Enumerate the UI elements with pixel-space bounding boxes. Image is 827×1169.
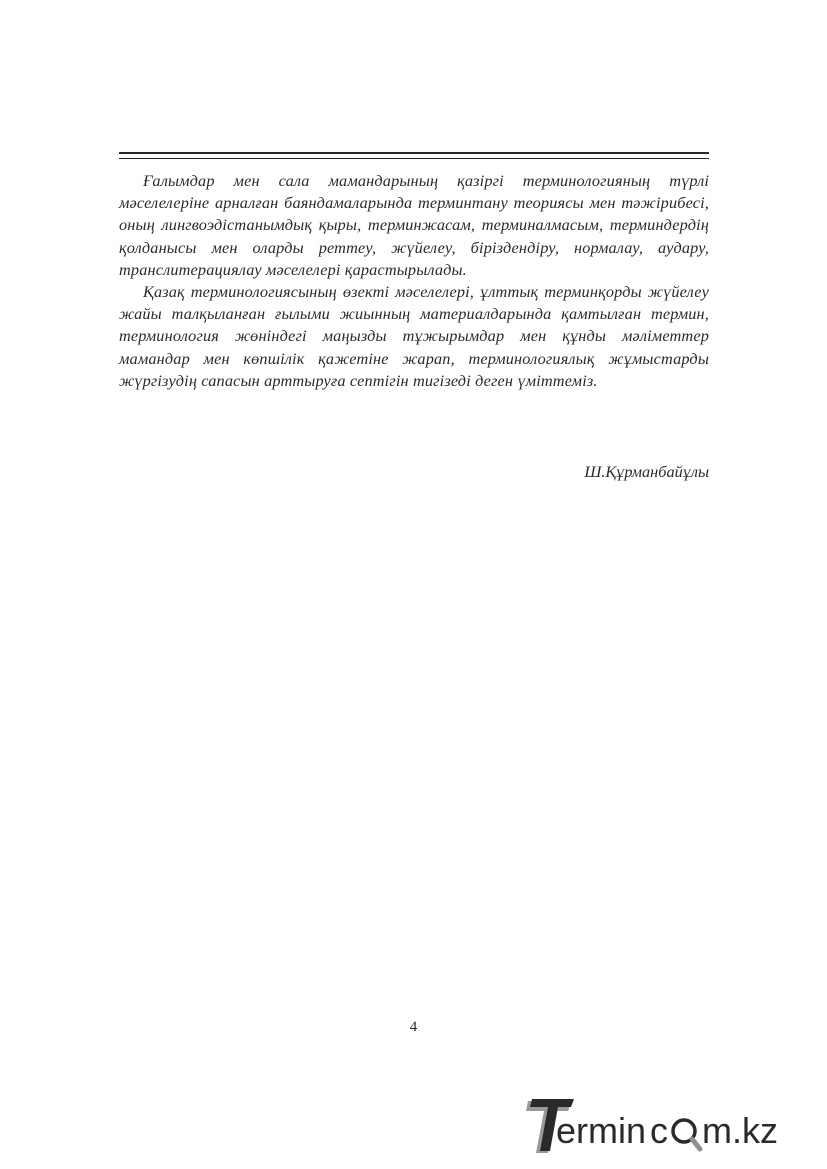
body-text bbox=[119, 170, 709, 392]
svg-text:ermin: ermin bbox=[556, 1110, 647, 1151]
paragraph-1: Ғалымдар мен сала мамандарының қазіргі терминологияның түрлі мәселелеріне арналған баяндамаларында терминтану теориясы мен тәжірибесі, оның лингвоэдістанымдық қыры, терминжасам, терминалмасым, терминдердің қолданысы мен оларды реттеу, жүйелеу, біріздендіру, нормалау, аудару, транслитерациялау мәселелері қарастырылады. bbox=[119, 171, 709, 279]
svg-text:m.kz: m.kz bbox=[702, 1110, 778, 1151]
page-number: 4 bbox=[409, 1019, 418, 1035]
logo-magnifier-icon bbox=[673, 1120, 700, 1149]
author-signature: Ш.Құрманбайұлы bbox=[584, 462, 709, 481]
header-rule-thick bbox=[119, 152, 709, 154]
header-rule-thin bbox=[119, 158, 709, 159]
termincom-logo bbox=[526, 1097, 826, 1157]
svg-text:c: c bbox=[650, 1110, 668, 1151]
paragraph-2: Қазақ терминологиясының өзекті мәселелері, ұлттық терминқорды жүйелеу жайы талқыланған ғылыми жиынның материалдарында қамтылған термин, терминология жөніндегі маңызды тұжырымдар мен құнды мәліметтер мамандар мен көпшілік қажетіне жарап, терминологиялық жұмыстарды жүргізудің сапасын арттыруға септігін тигізеді деген үміттеміз. bbox=[119, 282, 709, 390]
